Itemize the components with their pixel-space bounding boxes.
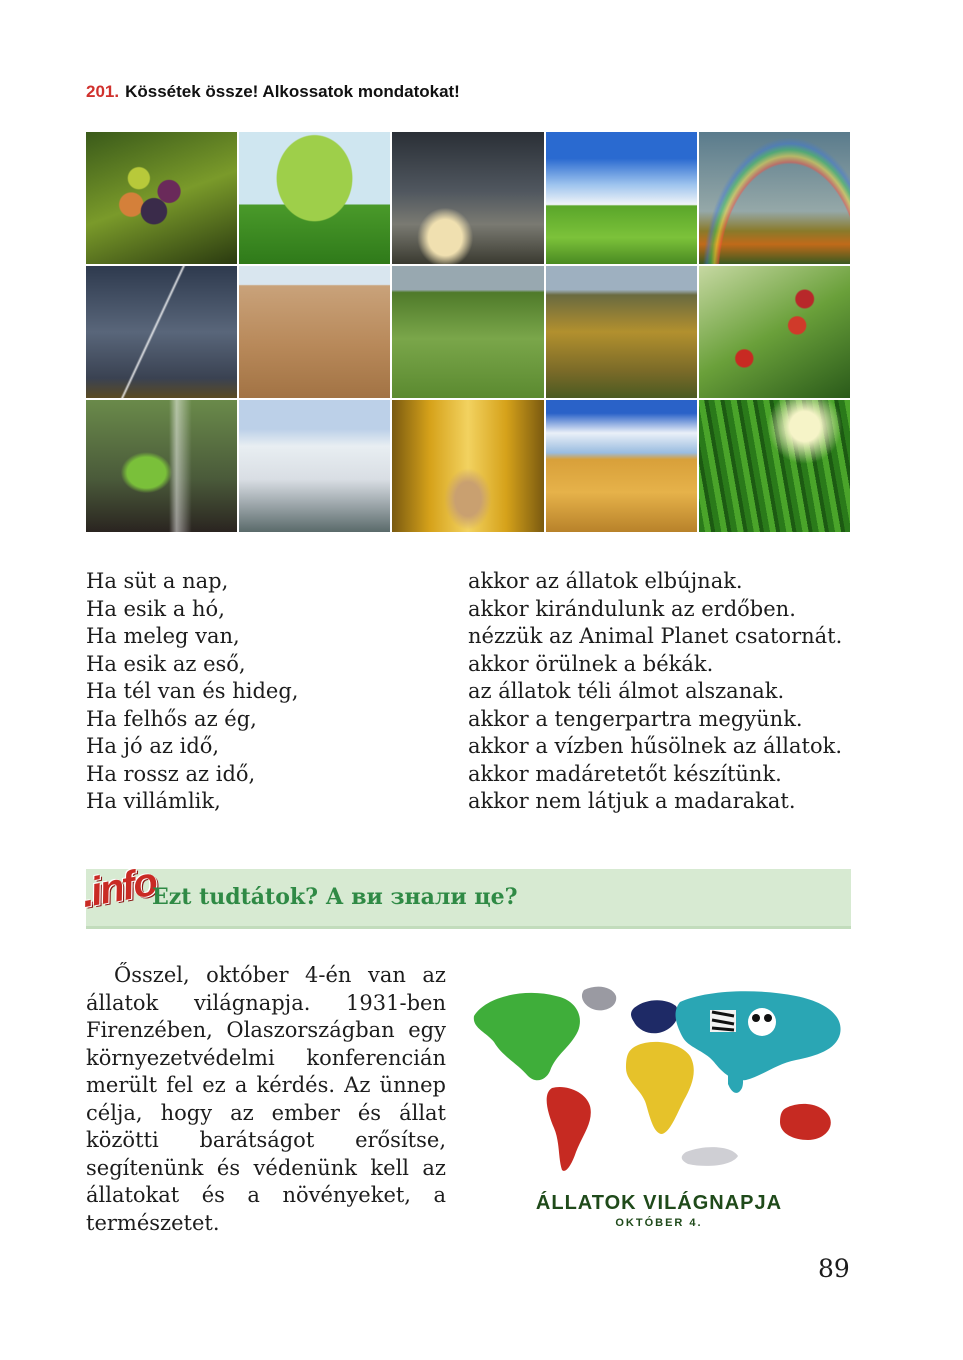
photo-field: [546, 400, 697, 532]
info-logo: .info: [78, 859, 160, 917]
condition-line: Ha tél van és hideg,: [86, 679, 299, 703]
task-heading: [86, 82, 460, 102]
photo-grid: [86, 132, 850, 532]
condition-line: Ha jó az idő,: [86, 734, 220, 758]
world-map-poster: [466, 976, 852, 1236]
conditions-column: [86, 568, 298, 816]
poster-subtitle: OKTÓBER 4.: [615, 1217, 703, 1229]
photo-storm: [86, 266, 237, 398]
task-number: 201.: [86, 82, 120, 101]
photo-grapes: [86, 132, 237, 264]
info-title: Ezt tudtátok? А ви знали це?: [152, 884, 518, 910]
world-map-illustration: [466, 976, 852, 1186]
consequence-line: akkor madáretetőt készítünk.: [468, 761, 782, 786]
condition-line: Ha esik a hó,: [86, 596, 225, 621]
consequence-line: akkor örülnek a békák.: [468, 651, 714, 676]
photo-wheat: [392, 266, 543, 398]
consequences-column: [468, 568, 842, 816]
condition-line: Ha rossz az idő,: [86, 761, 256, 786]
photo-drought: [239, 266, 390, 398]
condition-line: Ha süt a nap,: [86, 569, 229, 593]
photo-snow: [239, 400, 390, 532]
photo-tornado: [392, 132, 543, 264]
photo-berries: [699, 266, 850, 398]
photo-hill: [546, 132, 697, 264]
condition-line: Ha villámlik,: [86, 789, 221, 813]
task-instruction: Kössétek össze! Alkossatok mondatokat!: [125, 82, 460, 101]
consequence-line: akkor kirándulunk az erdőben.: [468, 596, 796, 621]
consequence-line: akkor a vízben hűsölnek az állatok.: [468, 734, 842, 758]
condition-line: Ha meleg van,: [86, 624, 240, 648]
consequence-line: az állatok téli álmot alszanak.: [468, 679, 785, 703]
info-paragraph: Ősszel, október 4-én van az állatok világnapja. 1931-ben Firenzében, Olaszországban egy környezetvédelmi konferencián merült fel ez a kérdés. Az ünnep célja, hogy az ember és állat közötti barátságot erősítse, segítenünk és védenünk kell az állatokat és a növényeket, a természetet.: [86, 963, 446, 1235]
consequence-line: akkor az állatok elbújnak.: [468, 569, 743, 593]
photo-vineyard: [546, 266, 697, 398]
photo-autumn: [392, 400, 543, 532]
consequence-line: akkor a tengerpartra megyünk.: [468, 706, 803, 731]
condition-line: Ha esik az eső,: [86, 651, 246, 676]
condition-line: Ha felhős az ég,: [86, 706, 257, 731]
consequence-line: akkor nem látjuk a madarakat.: [468, 789, 796, 813]
page-number: 89: [818, 1254, 850, 1283]
poster-title: ÁLLATOK VILÁGNAPJA: [535, 1192, 783, 1214]
photo-rainbow: [699, 132, 850, 264]
photo-sprout: [86, 400, 237, 532]
photo-tree: [239, 132, 390, 264]
photo-dew: [699, 400, 850, 532]
consequence-line: nézzük az Animal Planet csatornát.: [468, 624, 843, 648]
